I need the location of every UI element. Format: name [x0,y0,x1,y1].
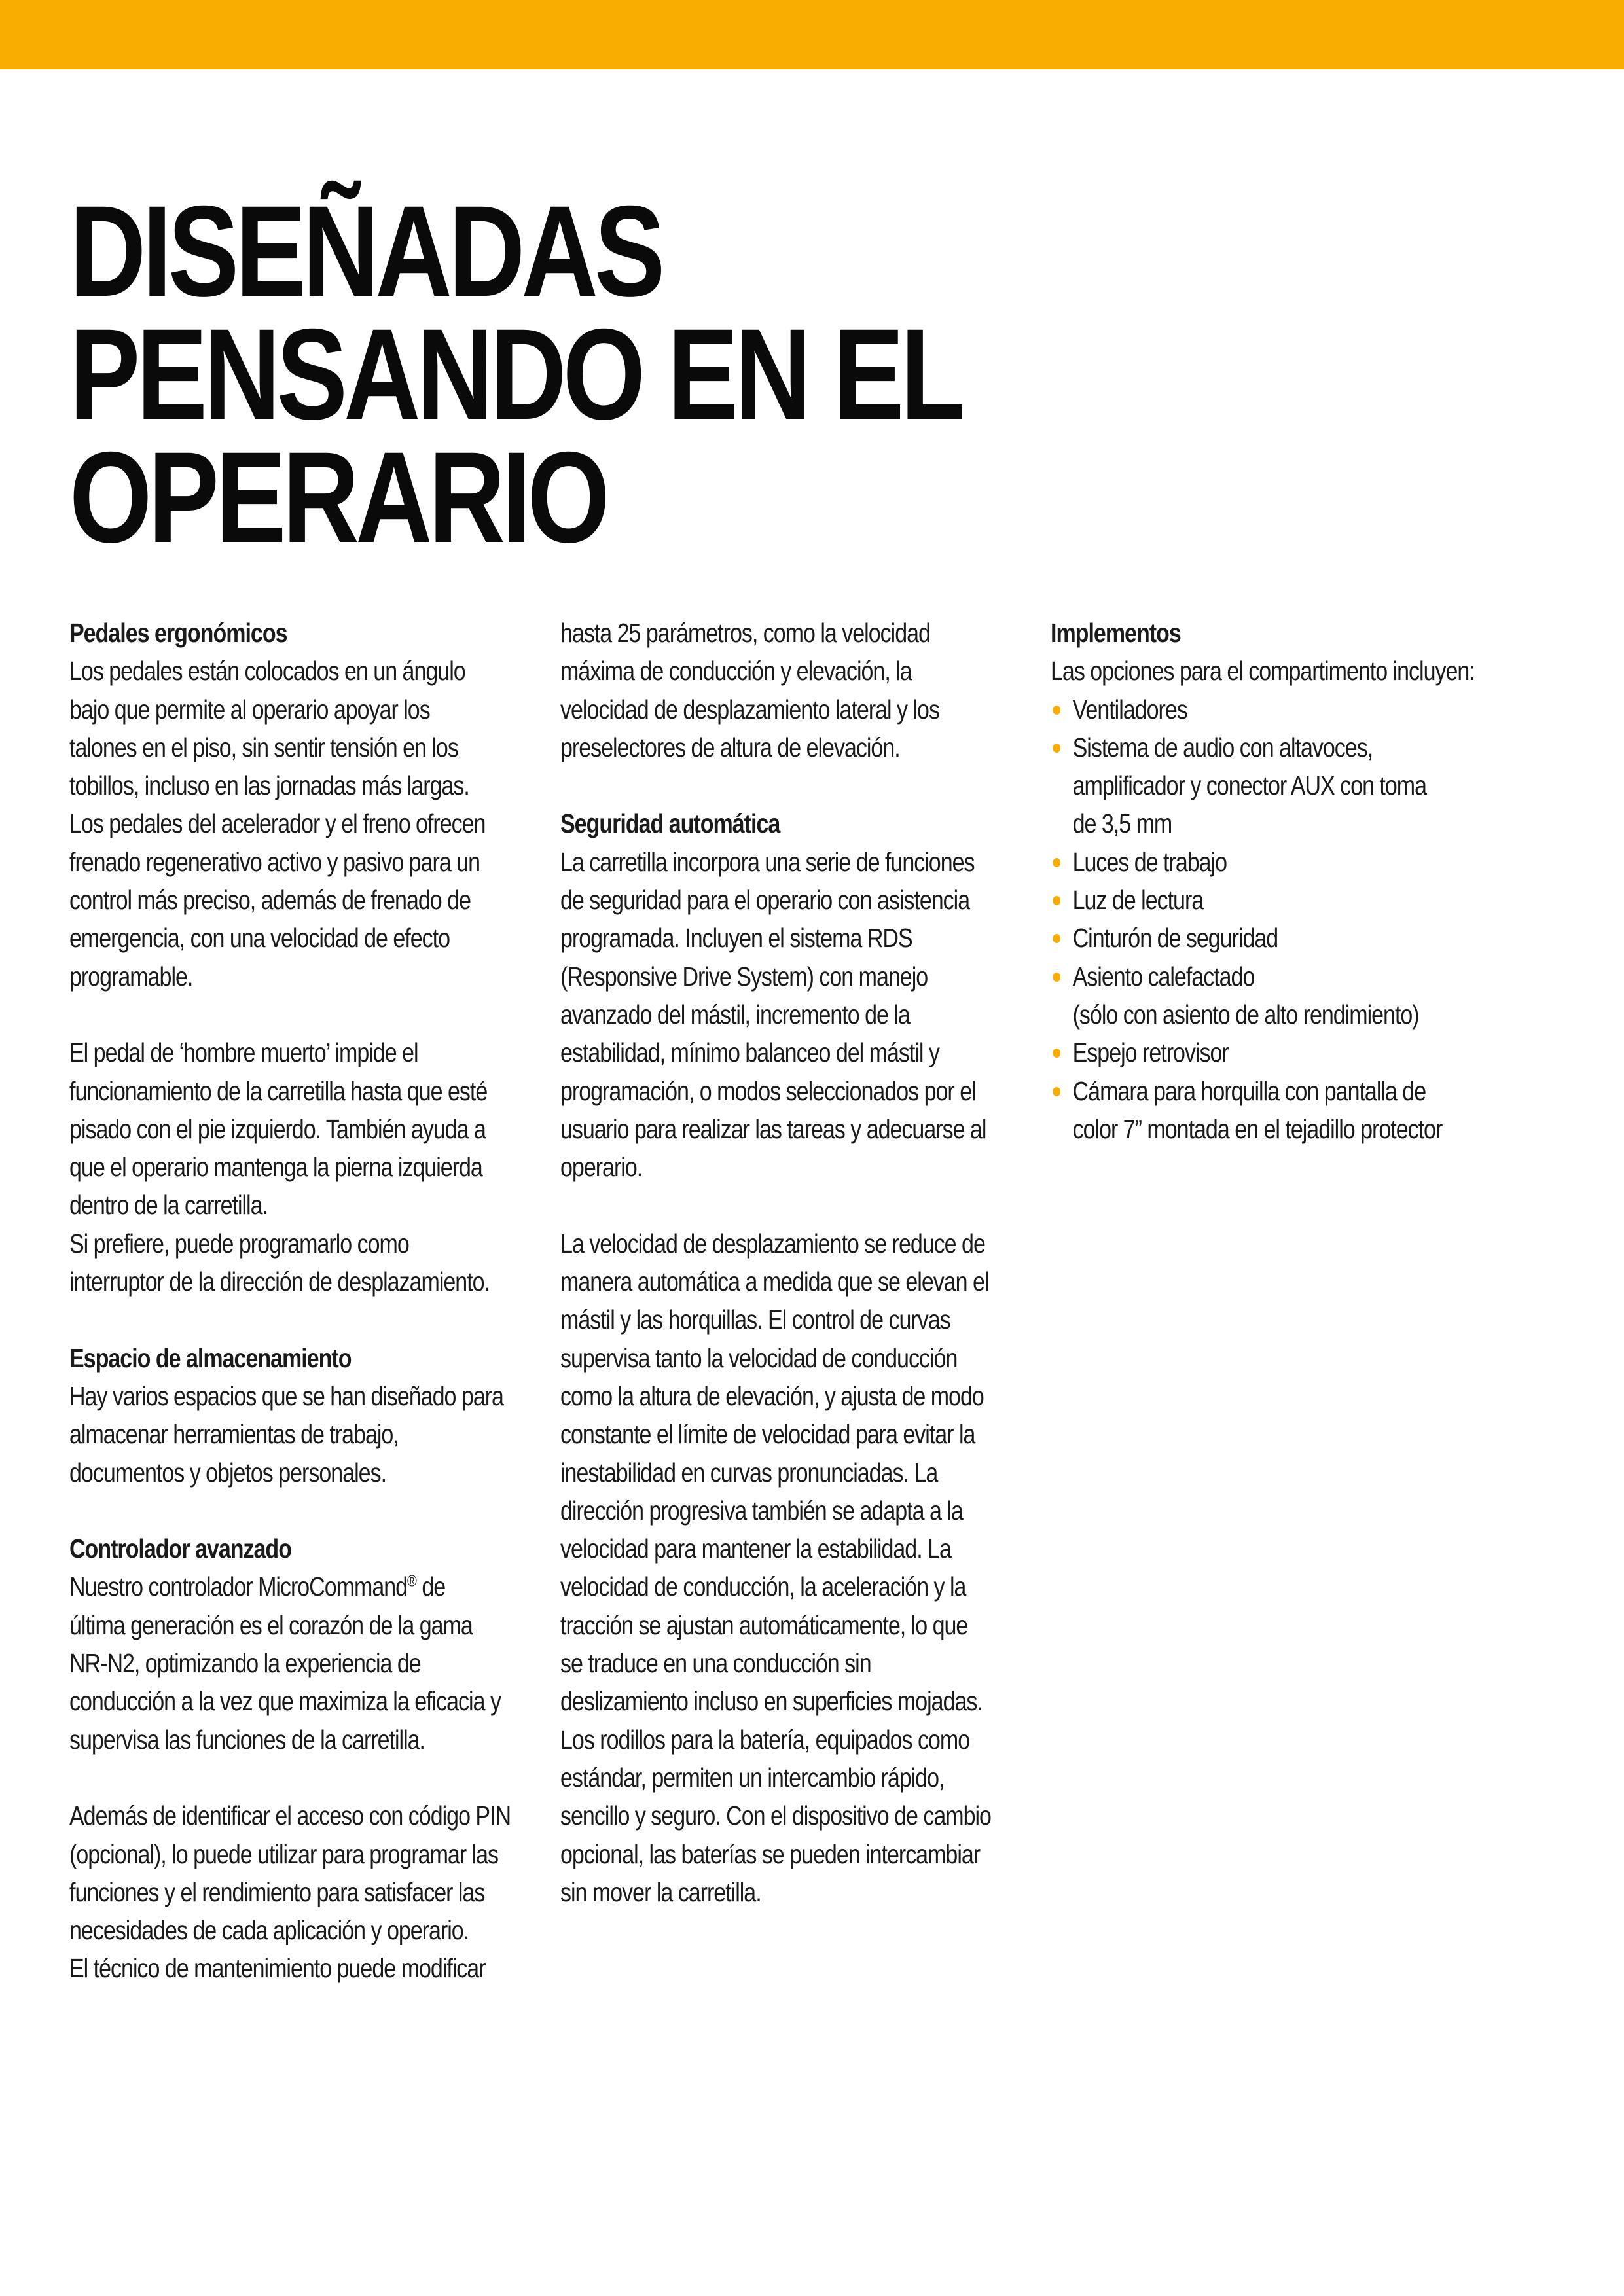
bullet-dot-icon [1053,1087,1060,1096]
paragraph-line: La carretilla incorpora una serie de funciones [560,846,975,877]
paragraph-line: programación, o modos seleccionados por el [560,1075,976,1106]
list-item-line: Asiento calefactado [1072,961,1255,992]
paragraph-line: talones en el piso, sin sentir tensión en los [69,732,458,762]
top-accent-band [0,0,1624,69]
bullet-dot-icon [1053,858,1060,867]
bullet-dot-icon [1053,896,1060,905]
list-item-line: Sistema de audio con altavoces, [1072,732,1373,762]
paragraph-line: dentro de la carretilla. [69,1190,268,1221]
page-title-line: PENSANDO EN EL [69,302,962,446]
list-item [1051,691,1523,728]
list-item-line: Luces de trabajo [1072,846,1227,877]
paragraph-line: estabilidad, mínimo balanceo del mástil y [560,1037,939,1068]
text-column-right [1051,614,1523,1148]
paragraph-line: emergencia, con una velocidad de efecto [69,923,450,954]
paragraph-line: constante el límite de velocidad para evitar la [560,1419,975,1450]
paragraph-line: que el operario mantenga la pierna izquierda [69,1152,482,1183]
paragraph-line: interruptor de la dirección de desplazamiento. [69,1266,490,1297]
paragraph-line: El técnico de mantenimiento puede modificar [69,1953,486,1984]
text-run: Nuestro controlador MicroCommand [69,1571,408,1602]
paragraph-line: manera automática a medida que se elevan el [560,1266,989,1297]
paragraph-line: estándar, permiten un intercambio rápido, [560,1762,945,1793]
paragraph-line: velocidad de desplazamiento lateral y los [560,694,939,725]
paragraph-line: Las opciones para el compartimento incluyen: [1051,656,1475,687]
list-item-line: Cinturón de seguridad [1072,923,1278,954]
list-item [1051,728,1523,843]
list-item [1051,1072,1523,1149]
registered-mark: ® [407,1572,416,1590]
paragraph-line: velocidad de conducción, la aceleración y la [560,1571,966,1602]
paragraph-line: conducción a la vez que maximiza la eficacia y [69,1686,501,1717]
list-item-line: de 3,5 mm [1072,808,1172,839]
paragraph-line: supervisa tanto la velocidad de conducción [560,1342,958,1373]
paragraph-line: dirección progresiva también se adapta a la [560,1495,963,1526]
paragraph-line: máxima de conducción y elevación, la [560,656,912,687]
paragraph-line: tracción se ajustan automáticamente, lo que [560,1609,968,1640]
paragraph-line: operario. [560,1152,643,1183]
paragraph-line: Además de identificar el acceso con código PIN [69,1801,511,1831]
section-heading: Implementos [1051,618,1181,648]
paragraph-line: La velocidad de desplazamiento se reduce de [560,1228,985,1259]
list-item [1051,843,1523,881]
paragraph-line: inestabilidad en curvas pronunciadas. La [560,1457,938,1488]
paragraph-line: usuario para realizar las tareas y adecuarse al [560,1113,986,1144]
bullet-dot-icon [1053,973,1060,982]
paragraph-line: velocidad para mantener la estabilidad. La [560,1534,951,1564]
paragraph-line: mástil y las horquillas. El control de curvas [560,1304,950,1335]
paragraph-line: sin mover la carretilla. [560,1876,761,1907]
bullet-dot-icon [1053,744,1060,753]
list-item [1051,919,1523,957]
paragraph-line: pisado con el pie izquierdo. También ayuda a [69,1113,486,1144]
text-column-left [69,614,542,1988]
paragraph-line [69,1568,542,1605]
page-title [69,179,962,569]
paragraph-line: (Responsive Drive System) con manejo [560,961,928,992]
paragraph-line: se traduce en una conducción sin [560,1648,871,1679]
paragraph-line: Los pedales del acelerador y el freno ofrecen [69,808,486,839]
paragraph-line: documentos y objetos personales. [69,1457,387,1488]
paragraph-line: necesidades de cada aplicación y operario. [69,1915,469,1946]
paragraph-line: (opcional), lo puede utilizar para programar las [69,1839,499,1869]
page-title-line: OPERARIO [69,425,607,569]
paragraph-line: de seguridad para el operario con asistencia [560,885,970,916]
paragraph-line: hasta 25 parámetros, como la velocidad [560,618,930,648]
list-item [1051,1033,1523,1071]
paragraph-line: Si prefiere, puede programarlo como [69,1228,409,1259]
list-item-line: (sólo con asiento de alto rendimiento) [1072,999,1419,1030]
paragraph-line: almacenar herramientas de trabajo, [69,1419,399,1450]
section-pedales [69,614,542,1300]
section-seguridad [560,804,1033,1911]
paragraph-line: tobillos, incluso en las jornadas más largas. [69,770,469,801]
text-run: de [416,1571,446,1602]
section-controlador-continued [560,614,1033,766]
paragraph-line: bajo que permite al operario apoyar los [69,694,430,725]
paragraph-line: preselectores de altura de elevación. [560,732,900,762]
section-heading: Controlador avanzado [69,1534,291,1564]
paragraph-line: supervisa las funciones de la carretilla. [69,1724,425,1755]
paragraph-line: Hay varios espacios que se han diseñado para [69,1380,503,1411]
paragraph-line: funcionamiento de la carretilla hasta que esté [69,1075,488,1106]
section-controlador [69,1530,542,1988]
options-list [1051,691,1523,1149]
paragraph-line: NR-N2, optimizando la experiencia de [69,1648,421,1679]
paragraph-line: programable. [69,961,193,992]
page-title-line: DISEÑADAS [69,179,662,323]
bullet-dot-icon [1053,706,1060,715]
section-heading: Pedales ergonómicos [69,618,287,648]
paragraph-line: frenado regenerativo activo y pasivo para un [69,846,480,877]
list-item [1051,958,1523,1034]
bullet-dot-icon [1053,1049,1060,1058]
list-item-line: color 7” montada en el tejadillo protector [1072,1113,1443,1144]
section-heading: Seguridad automática [560,808,780,839]
paragraph-line: última generación es el corazón de la gama [69,1609,473,1640]
paragraph-line: programada. Incluyen el sistema RDS [560,923,912,954]
section-implementos [1051,614,1523,1148]
section-espacio [69,1339,542,1492]
paragraph-line: como la altura de elevación, y ajusta de modo [560,1380,984,1411]
list-item-line: Espejo retrovisor [1072,1037,1229,1068]
paragraph-line: Los rodillos para la batería, equipados como [560,1724,970,1755]
section-heading: Espacio de almacenamiento [69,1342,352,1373]
paragraph-line: opcional, las baterías se pueden intercambiar [560,1839,981,1869]
list-item-line: Luz de lectura [1072,885,1204,916]
list-item [1051,881,1523,919]
paragraph-line: sencillo y seguro. Con el dispositivo de cambio [560,1801,991,1831]
paragraph-line: Los pedales están colocados en un ángulo [69,656,465,687]
paragraph-line: control más preciso, además de frenado de [69,885,471,916]
paragraph-line: avanzado del mástil, incremento de la [560,999,910,1030]
bullet-dot-icon [1053,934,1060,943]
text-column-middle [560,614,1033,1911]
paragraph-line: El pedal de ‘hombre muerto’ impide el [69,1037,418,1068]
list-item-line: Cámara para horquilla con pantalla de [1072,1075,1426,1106]
paragraph-line: deslizamiento incluso en superficies mojadas. [560,1686,983,1717]
list-item-line: amplificador y conector AUX con toma [1072,770,1427,801]
paragraph-line: funciones y el rendimiento para satisfacer las [69,1876,485,1907]
list-item-line: Ventiladores [1072,694,1187,725]
